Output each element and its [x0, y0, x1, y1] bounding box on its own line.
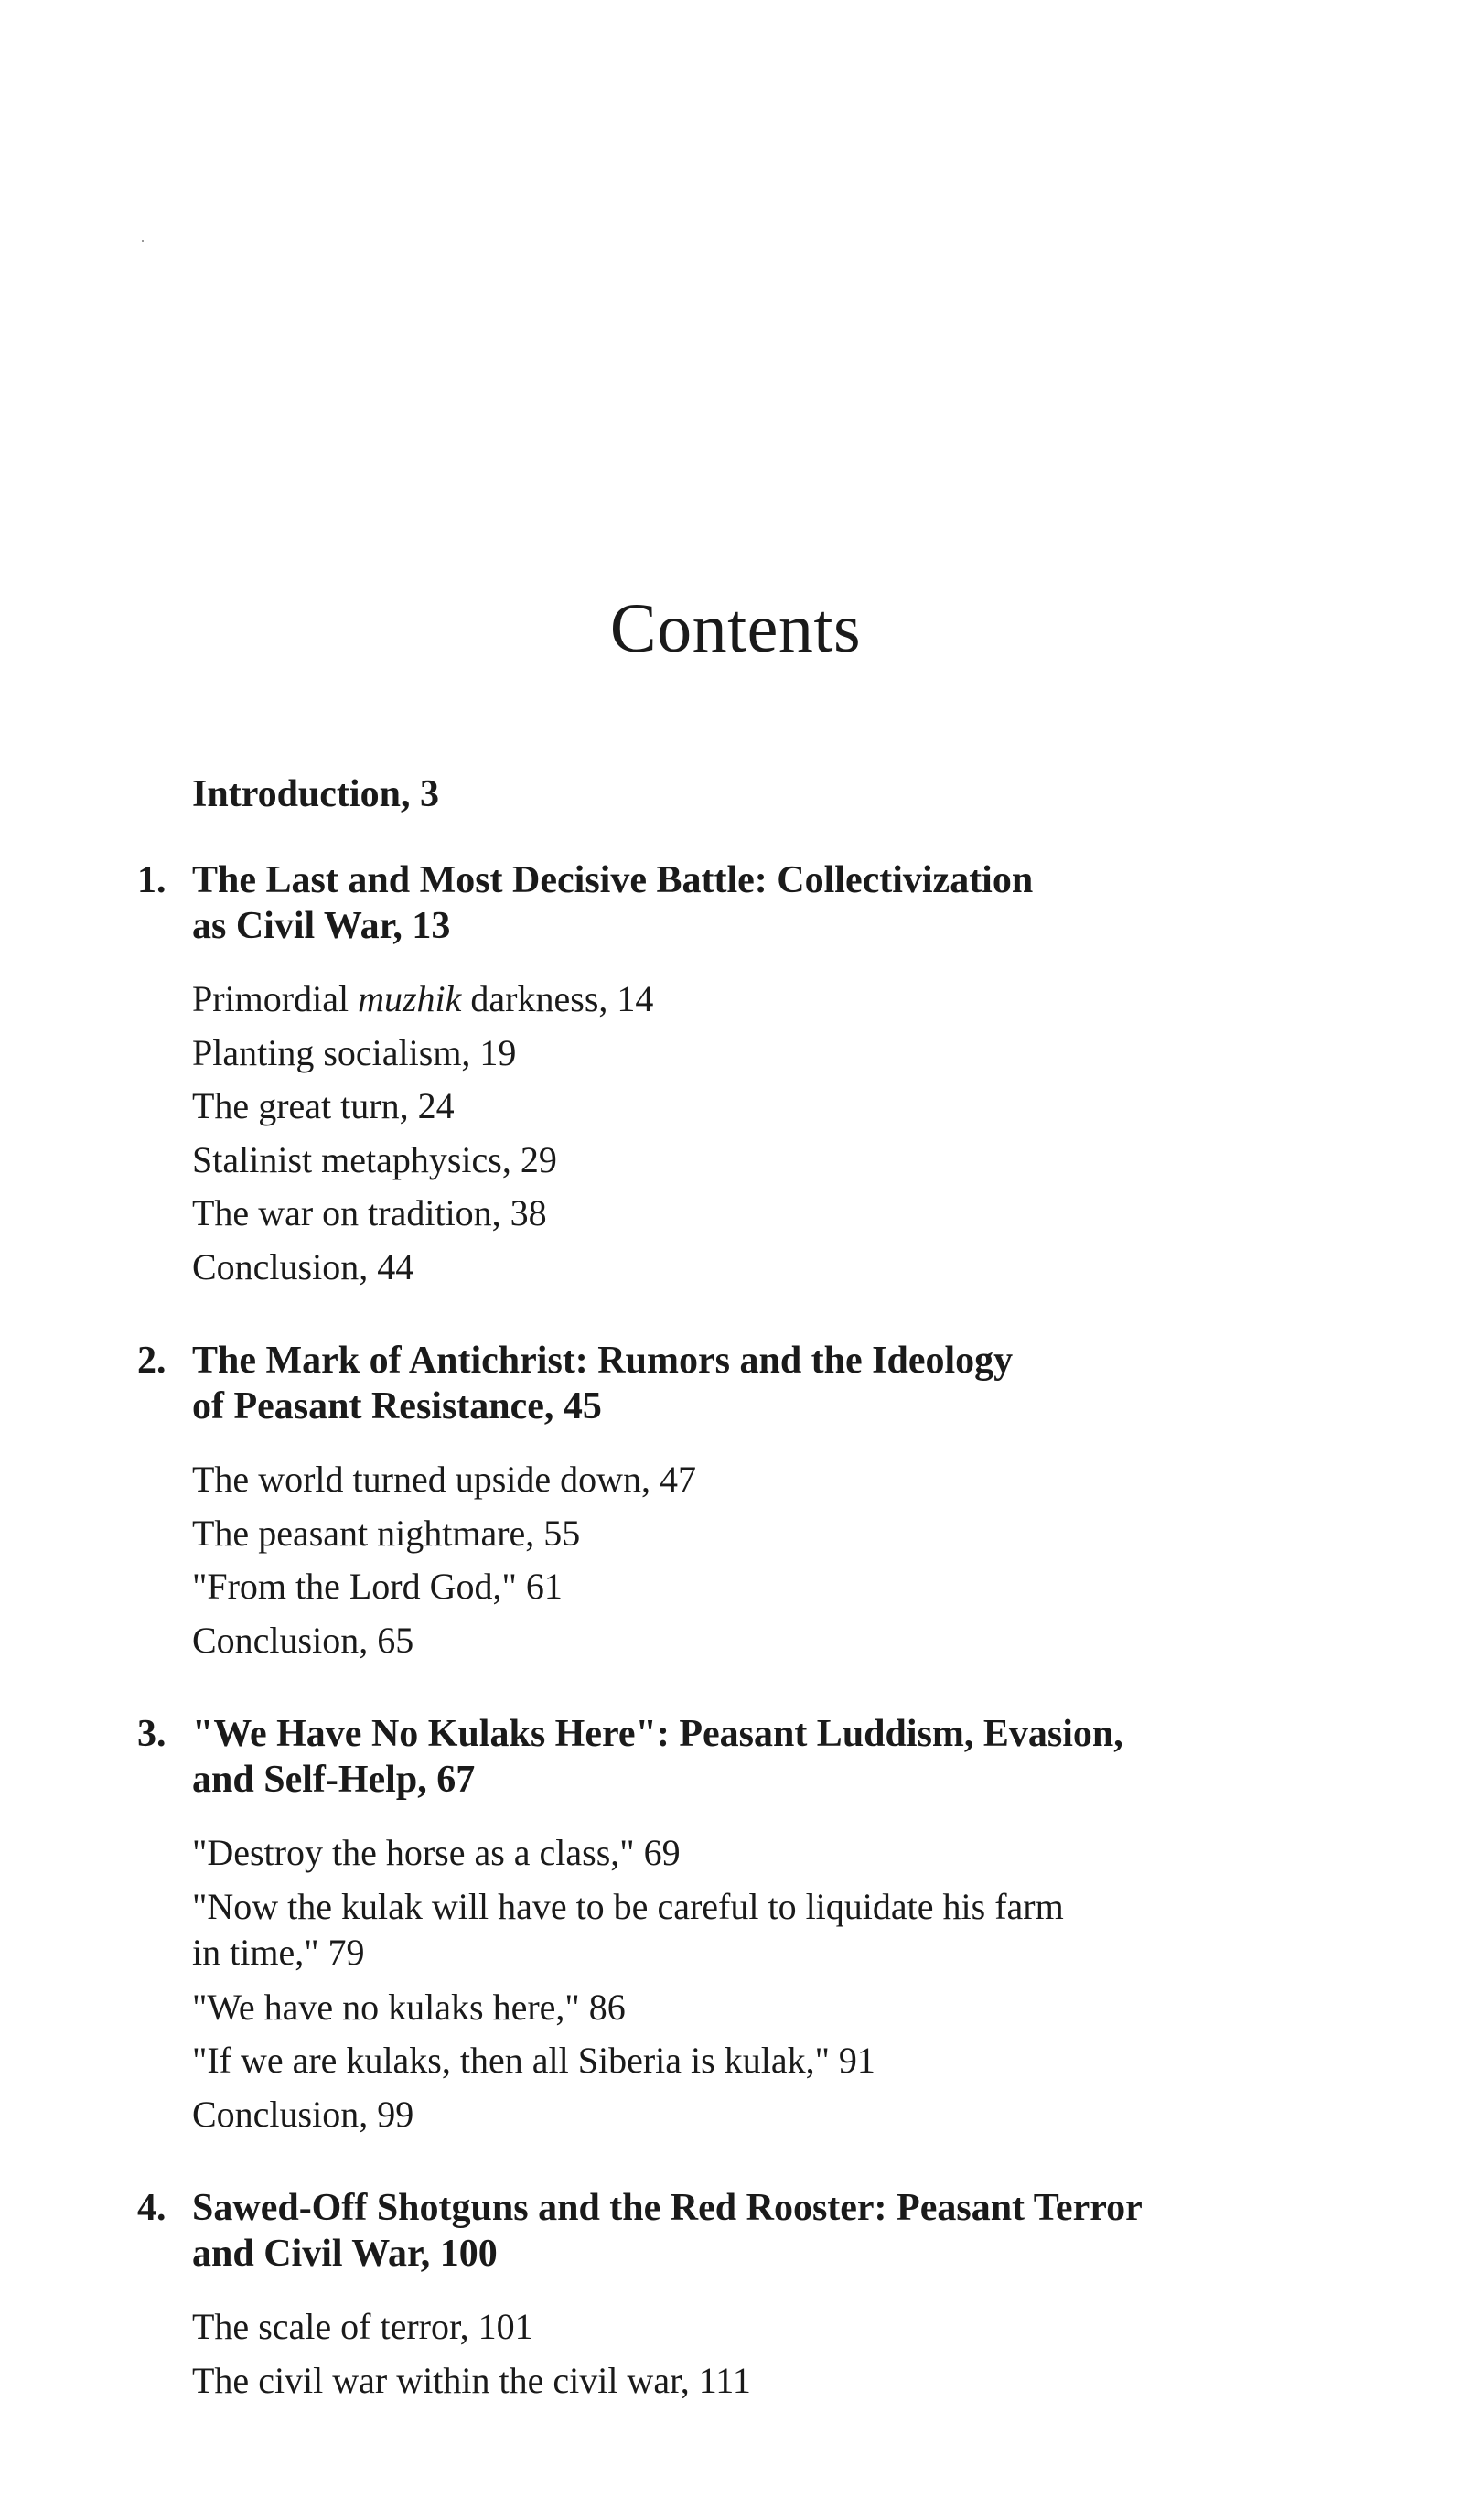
- section-entry[interactable]: The peasant nightmare, 55: [192, 1512, 581, 1554]
- scan-speck: [142, 240, 144, 242]
- section-text-line2: in time," 79: [192, 1931, 365, 1973]
- section-list: [192, 2300, 1281, 2407]
- chapter-title-line2: of Peasant Resistance, 45: [192, 1385, 602, 1427]
- section-entry[interactable]: Planting socialism, 19: [192, 1031, 517, 1073]
- section-entry[interactable]: The great turn, 24: [192, 1085, 455, 1126]
- chapter-number: 3.: [137, 1713, 166, 1755]
- chapter-number: 2.: [137, 1340, 166, 1382]
- chapter-number: 4.: [137, 2187, 166, 2229]
- chapter-title-line1: "We Have No Kulaks Here": Peasant Luddism, Evasion,: [192, 1713, 1123, 1755]
- chapter-title-line1: Sawed-Off Shotguns and the Red Rooster: Peasant Terror: [192, 2187, 1143, 2229]
- chapter-heading[interactable]: [137, 1338, 1281, 1429]
- chapter-title-line1: The Last and Most Decisive Battle: Collectivization: [192, 859, 1034, 901]
- chapter-title: [192, 857, 1244, 949]
- section-entry[interactable]: Conclusion, 44: [192, 1245, 414, 1287]
- section-text: Primordial: [192, 978, 359, 1019]
- chapter-4: [137, 2185, 1281, 2407]
- section-text: darkness, 14: [461, 978, 654, 1019]
- chapter-3: [137, 1711, 1281, 2141]
- section-entry[interactable]: "We have no kulaks here," 86: [192, 1986, 626, 2028]
- section-entry[interactable]: "If we are kulaks, then all Siberia is kulak," 91: [192, 2040, 875, 2081]
- section-entry[interactable]: [192, 973, 1244, 1027]
- chapter-title-line2: and Self-Help, 67: [192, 1759, 476, 1801]
- chapter-1: [137, 857, 1281, 1294]
- section-list: [192, 1453, 1281, 1667]
- chapter-title-line2: as Civil War, 13: [192, 905, 451, 947]
- page-title: Contents: [609, 589, 862, 667]
- chapter-title-line2: and Civil War, 100: [192, 2233, 498, 2275]
- section-italic-term: muzhik: [358, 978, 462, 1019]
- section-entry[interactable]: The scale of terror, 101: [192, 2306, 533, 2347]
- section-entry[interactable]: "From the Lord God," 61: [192, 1566, 563, 1607]
- chapter-heading[interactable]: [137, 857, 1281, 949]
- table-of-contents: [137, 771, 1281, 2451]
- section-text-line1: "Now the kulak will have to be careful to liquidate his farm: [192, 1885, 1064, 1927]
- chapter-title-line1: The Mark of Antichrist: Rumors and the Ideology: [192, 1340, 1014, 1382]
- section-list: [192, 973, 1281, 1294]
- section-entry[interactable]: "Destroy the horse as a class," 69: [192, 1832, 681, 1873]
- section-entry[interactable]: The civil war within the civil war, 111: [192, 2359, 751, 2401]
- toc-entry-introduction[interactable]: Introduction, 3: [192, 773, 439, 815]
- section-entry[interactable]: Conclusion, 65: [192, 1619, 414, 1661]
- chapter-heading[interactable]: [137, 1711, 1281, 1803]
- section-entry[interactable]: The world turned upside down, 47: [192, 1459, 697, 1500]
- chapter-2: [137, 1338, 1281, 1667]
- chapter-title: [192, 1338, 1244, 1429]
- chapter-heading[interactable]: [137, 2185, 1281, 2277]
- section-list: [192, 1826, 1281, 2141]
- section-entry[interactable]: The war on tradition, 38: [192, 1192, 547, 1233]
- section-entry[interactable]: Conclusion, 99: [192, 2093, 414, 2135]
- chapter-number: 1.: [137, 859, 166, 901]
- chapter-title: [192, 2185, 1244, 2277]
- section-entry[interactable]: [192, 1884, 1244, 1976]
- chapter-title: [192, 1711, 1244, 1803]
- section-entry[interactable]: Stalinist metaphysics, 29: [192, 1138, 557, 1180]
